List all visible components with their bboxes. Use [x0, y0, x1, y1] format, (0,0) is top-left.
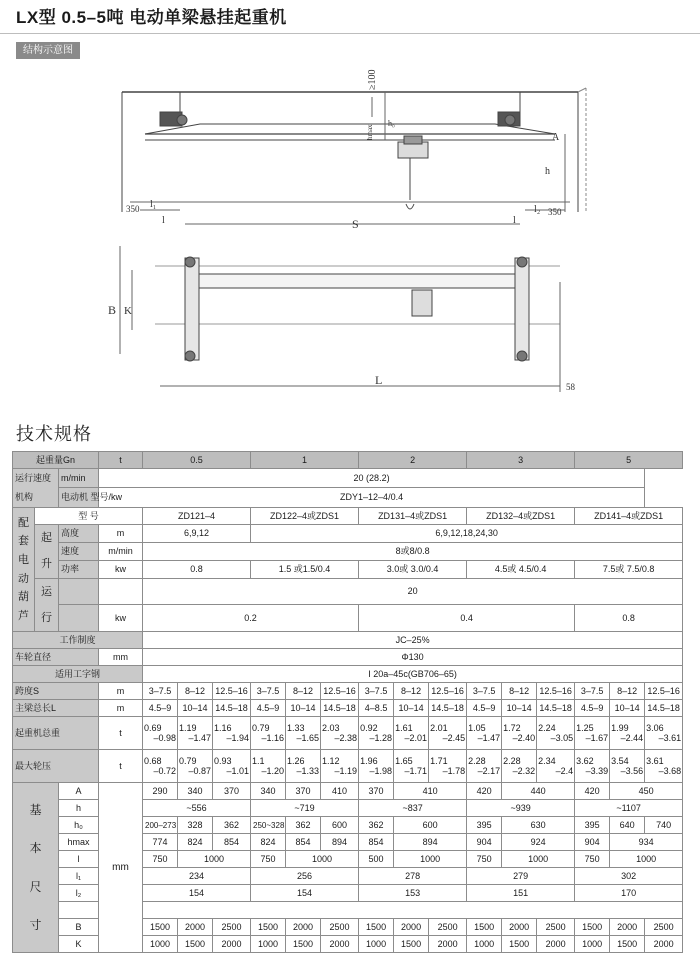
- hoist-model-2: ZD131–4或ZDS1: [359, 507, 467, 524]
- row-rail: [13, 666, 683, 683]
- dim_B-11: 2500: [537, 919, 575, 936]
- weight-10: 1.72 –2.40: [502, 717, 537, 750]
- total_lens-3: 4.5–9: [251, 700, 286, 717]
- label-L: L: [375, 373, 383, 387]
- weight-11: 2.24 –3.05: [537, 717, 575, 750]
- capacity-unit: t: [99, 452, 143, 469]
- spans-10: 8–12: [502, 683, 537, 700]
- travel-speed-value: 20 (28.2): [99, 469, 645, 488]
- wheel-load-7: 1.65 –1.71: [394, 750, 429, 783]
- label-l1: l₁: [150, 199, 157, 210]
- spans-12: 3–7.5: [575, 683, 610, 700]
- dim_B-1: 2000: [178, 919, 213, 936]
- power-label: 功率: [59, 560, 99, 578]
- dim_K-8: 2000: [429, 936, 467, 953]
- total-length-unit: m: [99, 700, 143, 717]
- rail-value: I 20a–45c(GB706–65): [143, 666, 683, 683]
- dim_K-9: 1000: [467, 936, 502, 953]
- wheel-load-9: 2.28 –2.17: [467, 750, 502, 783]
- total_lens-2: 14.5–18: [213, 700, 251, 717]
- total_lens-5: 14.5–18: [321, 700, 359, 717]
- wheel-load-14: 3.61 –3.68: [645, 750, 683, 783]
- height-small: 6,9,12: [143, 524, 251, 542]
- travel-power-2: 0.8: [575, 605, 683, 632]
- label-K: K: [124, 305, 132, 317]
- weight-12: 1.25 –1.67: [575, 717, 610, 750]
- dim-l2-label: l₂: [59, 885, 99, 902]
- duty-label: 工作制度: [13, 632, 143, 649]
- travel-speed-2-value: 20: [143, 578, 683, 605]
- weight-7: 1.61 –2.01: [394, 717, 429, 750]
- total_lens-11: 14.5–18: [537, 700, 575, 717]
- diagram-tag: 结构示意图: [16, 42, 80, 59]
- lift-power-3: 4.5或 4.5/0.4: [467, 560, 575, 578]
- lift-power-1: 1.5 或1.5/0.4: [251, 560, 359, 578]
- dim_K-12: 1000: [575, 936, 610, 953]
- wheel-load-8: 1.71 –1.78: [429, 750, 467, 783]
- weight-3: 0.79 –1.16: [251, 717, 286, 750]
- row-travel-speed-2: [13, 578, 683, 605]
- row-dim-h0: h₀ 200–273 328 362 250~328 362 600 362 600 395 630 395 640 740: [13, 817, 683, 834]
- plan-hoist: [412, 290, 432, 316]
- label-l-left: l: [162, 215, 165, 226]
- span-label: 跨度S: [13, 683, 99, 700]
- wheel-load-3: 1.1 –1.20: [251, 750, 286, 783]
- total_lens-0: 4.5–9: [143, 700, 178, 717]
- lift-power-2: 3.0或 3.0/0.4: [359, 560, 467, 578]
- label-l-right: l: [513, 215, 516, 226]
- motor-model: ZDY1–12–4/0.4: [99, 488, 645, 507]
- capacity-4: 5: [575, 452, 683, 469]
- label-A: A: [552, 132, 560, 143]
- hook: [406, 204, 414, 209]
- total_lens-9: 4.5–9: [467, 700, 502, 717]
- label-h: h: [545, 166, 550, 177]
- spans-2: 12.5–16: [213, 683, 251, 700]
- row-motor: [13, 488, 683, 507]
- dim_B-7: 2000: [394, 919, 429, 936]
- dim_B-13: 2000: [610, 919, 645, 936]
- dim-l1-label: l₁: [59, 868, 99, 885]
- wheel-label: 车轮直径: [13, 649, 99, 666]
- weight-1: 1.19 –1.47: [178, 717, 213, 750]
- height-label: 高度: [59, 524, 99, 542]
- weight-6: 0.92 –1.28: [359, 717, 394, 750]
- row-dim-hmax: hmax 774 824 854 824 854 894 854 894 904 924 904 934: [13, 834, 683, 851]
- dim_K-0: 1000: [143, 936, 178, 953]
- dim_B-5: 2500: [321, 919, 359, 936]
- dim-B-label: B: [59, 919, 99, 936]
- row-lift-power: [13, 560, 683, 578]
- dims-group: 基 本 尺 寸: [13, 783, 59, 953]
- hoist-model-3: ZD132–4或ZDS1: [467, 507, 575, 524]
- dim-A-label: A: [59, 783, 99, 800]
- weight-0: 0.69 –0.98: [143, 717, 178, 750]
- row-hoist-model: [13, 507, 683, 524]
- wheel-load-11: 2.34 –2.4: [537, 750, 575, 783]
- travel-power-1: 0.4: [359, 605, 575, 632]
- wheel-load-13: 3.54 –3.56: [610, 750, 645, 783]
- spans-3: 3–7.5: [251, 683, 286, 700]
- plan-right-truck: [515, 258, 529, 360]
- weight-unit: t: [99, 717, 143, 750]
- capacity-0: 0.5: [143, 452, 251, 469]
- dim_B-12: 1500: [575, 919, 610, 936]
- header-rule: [0, 33, 700, 34]
- row-dim-l1: l₁ 234 256 278 279 302: [13, 868, 683, 885]
- label-S: S: [352, 217, 359, 231]
- wheel-unit: mm: [99, 649, 143, 666]
- capacity-3: 3: [467, 452, 575, 469]
- weight-13: 1.99 –2.44: [610, 717, 645, 750]
- spans-11: 12.5–16: [537, 683, 575, 700]
- spans-7: 8–12: [394, 683, 429, 700]
- label-hmax: hmax: [366, 124, 374, 140]
- wheel-load-10: 2.28 –2.32: [502, 750, 537, 783]
- wheel-load-unit: t: [99, 750, 143, 783]
- wheel-load-6: 1.96 –1.98: [359, 750, 394, 783]
- hoist-model-4: ZD141–4或ZDS1: [575, 507, 683, 524]
- dim_K-4: 1500: [286, 936, 321, 953]
- total_lens-4: 10–14: [286, 700, 321, 717]
- model-label: 型 号: [35, 507, 143, 524]
- capacity-2: 2: [359, 452, 467, 469]
- total_lens-1: 10–14: [178, 700, 213, 717]
- lift-group: 起 升: [35, 524, 59, 578]
- dim_B-8: 2500: [429, 919, 467, 936]
- capacity-1: 1: [251, 452, 359, 469]
- structure-diagram: [0, 62, 700, 402]
- dim-l-label: l: [59, 851, 99, 868]
- row-lift-speed: [13, 542, 683, 560]
- travel-power-unit: kw: [99, 605, 143, 632]
- row-wheel-load: [13, 750, 683, 783]
- total_lens-6: 4–8.5: [359, 700, 394, 717]
- plan-girder: [198, 274, 528, 288]
- span-unit: m: [99, 683, 143, 700]
- dim_B-2: 2500: [213, 919, 251, 936]
- weight-4: 1.33 –1.65: [286, 717, 321, 750]
- dim_B-4: 2000: [286, 919, 321, 936]
- row-wheel: [13, 649, 683, 666]
- plan-left-truck: [185, 258, 199, 360]
- wheel-load-0: 0.68 –0.72: [143, 750, 178, 783]
- wheel-load-5: 1.12 –1.19: [321, 750, 359, 783]
- hoist-group: 配 套 电 动 葫 芦: [13, 507, 35, 632]
- total_lens-7: 10–14: [394, 700, 429, 717]
- row-duty: [13, 632, 683, 649]
- spans-5: 12.5–16: [321, 683, 359, 700]
- total_lens-13: 10–14: [610, 700, 645, 717]
- dim_K-11: 2000: [537, 936, 575, 953]
- row-travel-speed: 运行速度 机构 m/min 20 (28.2): [13, 469, 683, 488]
- row-capacity: [13, 452, 683, 469]
- wheel-load-2: 0.93 –1.01: [213, 750, 251, 783]
- duty-value: JC–25%: [143, 632, 683, 649]
- rail-label: 适用工字钢: [13, 666, 143, 683]
- label-l2: l₂: [534, 204, 541, 215]
- height-unit: m: [99, 524, 143, 542]
- capacity-label: 起重量Gn: [13, 452, 99, 469]
- row-dim-A: 基 本 尺 寸 A mm 290 340 370 340 370 410 370 410 420 440 420 450: [13, 783, 683, 800]
- spans-13: 8–12: [610, 683, 645, 700]
- speed-unit: m/min: [99, 542, 143, 560]
- dim-K-label: K: [59, 936, 99, 953]
- row-dim-l2: l₂ 154 154 153 151 170: [13, 885, 683, 902]
- lift-power-0: 0.8: [143, 560, 251, 578]
- label-58: 58: [566, 382, 575, 392]
- dim_K-7: 1500: [394, 936, 429, 953]
- dim_K-6: 1000: [359, 936, 394, 953]
- wheel-load-4: 1.26 –1.33: [286, 750, 321, 783]
- dim_K-13: 1500: [610, 936, 645, 953]
- hoist-model-0: ZD121–4: [143, 507, 251, 524]
- row-weight: [13, 717, 683, 750]
- weight-14: 3.06 –3.61: [645, 717, 683, 750]
- specs-title: 技术规格: [16, 424, 92, 444]
- lift-power-4: 7.5或 7.5/0.8: [575, 560, 683, 578]
- spans-9: 3–7.5: [467, 683, 502, 700]
- label-350-left: 350: [126, 204, 140, 214]
- dim_K-3: 1000: [251, 936, 286, 953]
- total_lens-10: 10–14: [502, 700, 537, 717]
- spans-0: 3–7.5: [143, 683, 178, 700]
- total_lens-14: 14.5–18: [645, 700, 683, 717]
- row-height: [13, 524, 683, 542]
- dim_B-0: 1500: [143, 919, 178, 936]
- row-dim-h: h ~556 ~719 ~837 ~939 ~1107: [13, 800, 683, 817]
- speed-value: 8或8/0.8: [143, 542, 683, 560]
- wheel-load-label: 最大轮压: [13, 750, 99, 783]
- dim_K-14: 2000: [645, 936, 683, 953]
- page-title: LX型 0.5–5吨 电动单梁悬挂起重机: [16, 8, 287, 27]
- total_lens-8: 14.5–18: [429, 700, 467, 717]
- spans-8: 12.5–16: [429, 683, 467, 700]
- dim_B-9: 1500: [467, 919, 502, 936]
- row-total-length: [13, 700, 683, 717]
- weight-2: 1.16 –1.94: [213, 717, 251, 750]
- dim-h0-label: h₀: [59, 817, 99, 834]
- dim_K-1: 1500: [178, 936, 213, 953]
- spans-6: 3–7.5: [359, 683, 394, 700]
- total_lens-12: 4.5–9: [575, 700, 610, 717]
- motor-label: 电动机 型号/kw: [59, 488, 99, 507]
- power-unit: kw: [99, 560, 143, 578]
- row-travel-power: [13, 605, 683, 632]
- spans-14: 12.5–16: [645, 683, 683, 700]
- wheel-load-1: 0.79 –0.87: [178, 750, 213, 783]
- wheel-load-12: 3.62 –3.39: [575, 750, 610, 783]
- dim_K-2: 2000: [213, 936, 251, 953]
- dim_K-10: 1500: [502, 936, 537, 953]
- dim-hmax-label: hmax: [59, 834, 99, 851]
- label-top-clear: ≥100: [367, 69, 378, 90]
- weight-8: 2.01 –2.45: [429, 717, 467, 750]
- weight-9: 1.05 –1.47: [467, 717, 502, 750]
- height-large: 6,9,12,18,24,30: [251, 524, 683, 542]
- dim_K-5: 2000: [321, 936, 359, 953]
- dim_B-10: 2000: [502, 919, 537, 936]
- wheel-value: Φ130: [143, 649, 683, 666]
- label-350-right: 350: [548, 207, 562, 217]
- weight-label: 起重机总重: [13, 717, 99, 750]
- row-span: [13, 683, 683, 700]
- dim_B-3: 1500: [251, 919, 286, 936]
- row-dim-l: l 750 1000 750 1000 500 1000 750 1000 750 1000: [13, 851, 683, 868]
- spans-1: 8–12: [178, 683, 213, 700]
- weight-5: 2.03 –2.38: [321, 717, 359, 750]
- dim_B-14: 2500: [645, 919, 683, 936]
- girder-top: [145, 124, 555, 134]
- travel-group: 运 行: [35, 578, 59, 632]
- label-B: B: [108, 303, 117, 317]
- dims-unit: mm: [99, 783, 143, 953]
- travel-power-0: 0.2: [143, 605, 359, 632]
- label-h0: h₀: [388, 119, 395, 128]
- spans-4: 8–12: [286, 683, 321, 700]
- dim_B-6: 1500: [359, 919, 394, 936]
- speed-label: 速度: [59, 542, 99, 560]
- dim-h-label: h: [59, 800, 99, 817]
- spec-table: [12, 451, 683, 953]
- travel-speed-unit-label: m/min: [59, 469, 99, 488]
- hoist-model-1: ZD122–4或ZDS1: [251, 507, 359, 524]
- total-length-label: 主梁总长L: [13, 700, 99, 717]
